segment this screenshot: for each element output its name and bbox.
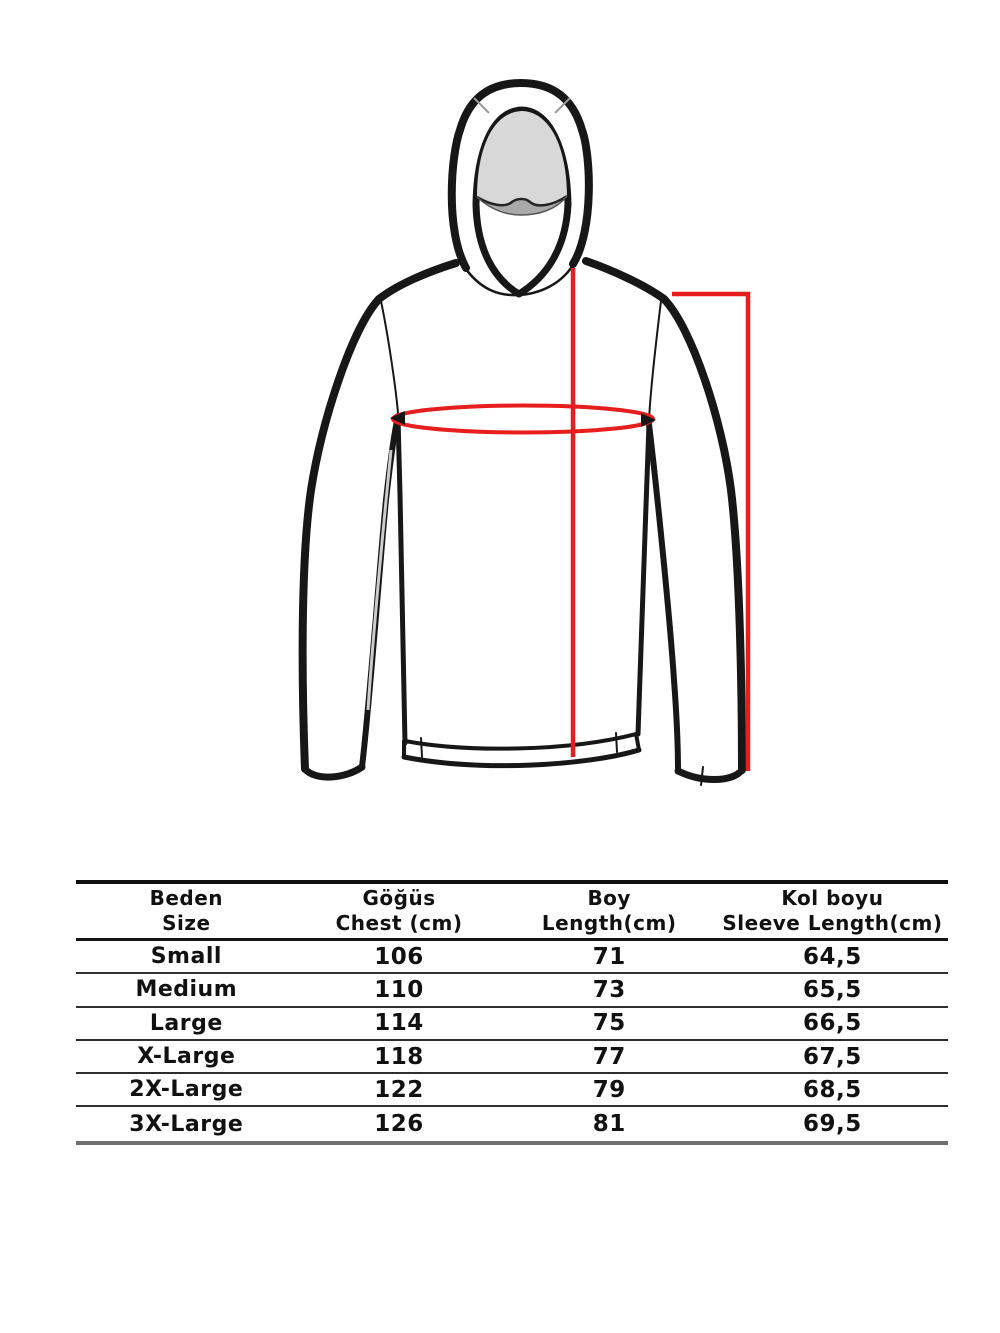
- hem-bottom-line: [404, 750, 639, 766]
- table-row: [76, 941, 948, 974]
- size-table: [76, 880, 948, 1145]
- left-body-sliver: [368, 450, 391, 710]
- measure-arrowheads: [390, 411, 656, 427]
- body-left-seam: [398, 418, 405, 743]
- col-header-size-en: Size: [162, 911, 211, 935]
- chest-cell: 114: [374, 1010, 424, 1037]
- col-header-length-en: Length(cm): [541, 911, 677, 935]
- right-armhole-seam: [649, 301, 661, 421]
- table-row: [76, 974, 948, 1007]
- length-cell: 73: [592, 976, 626, 1003]
- right-sleeve-inner: [649, 424, 678, 770]
- table-row: [76, 1107, 948, 1140]
- sleeve-cell: 68,5: [803, 1076, 862, 1103]
- chest-cell: 110: [374, 976, 424, 1003]
- chest-measure-ellipse: [393, 406, 653, 433]
- length-cell: 75: [592, 1010, 626, 1037]
- size-cell: Small: [150, 944, 222, 970]
- size-cell: 3X-Large: [129, 1111, 244, 1137]
- right-cuff-tick: [701, 767, 703, 785]
- size-cell: Large: [149, 1010, 223, 1036]
- chest-cell: 122: [374, 1076, 424, 1103]
- size-cell: X-Large: [137, 1044, 236, 1070]
- sleeve-cell: 66,5: [803, 1010, 862, 1037]
- table-header-row: [76, 884, 948, 941]
- hem-tick-right: [616, 733, 617, 752]
- length-cell: 77: [592, 1043, 626, 1070]
- length-cell: 71: [592, 943, 626, 970]
- col-header-chest-tr: Göğüs: [362, 886, 436, 910]
- left-sleeve-inner: [362, 416, 398, 767]
- sleeve-cell: 65,5: [803, 976, 862, 1003]
- size-cell: 2X-Large: [129, 1077, 244, 1103]
- left-cuff: [305, 767, 362, 777]
- chest-cell: 118: [374, 1043, 424, 1070]
- col-header-sleeve-en: Sleeve Length(cm): [722, 911, 943, 935]
- col-header-chest-en: Chest (cm): [335, 911, 463, 935]
- hem-top-line: [405, 734, 636, 749]
- chest-cell: 126: [374, 1111, 424, 1138]
- sleeve-cell: 67,5: [803, 1043, 862, 1070]
- size-cell: Medium: [135, 977, 238, 1003]
- body-right-seam: [638, 424, 649, 734]
- col-header-sleeve-tr: Kol boyu: [781, 886, 884, 910]
- col-header-length: [502, 886, 717, 936]
- chest-cell: 106: [374, 943, 424, 970]
- table-row: [76, 1074, 948, 1107]
- table-row: [76, 1041, 948, 1074]
- col-header-sleeve: [717, 886, 948, 936]
- col-header-size: [76, 886, 297, 936]
- left-shoulder-line: [379, 263, 456, 299]
- col-header-length-tr: Boy: [587, 886, 631, 910]
- sleeve-cell: 64,5: [803, 943, 862, 970]
- col-header-size-tr: Beden: [149, 886, 224, 910]
- left-armhole-seam: [381, 301, 398, 413]
- length-cell: 81: [592, 1111, 626, 1138]
- right-shoulder-line: [586, 261, 664, 299]
- length-cell: 79: [592, 1076, 626, 1103]
- sleeve-cell: 69,5: [803, 1111, 862, 1138]
- right-cuff: [678, 770, 742, 780]
- col-header-chest: [297, 886, 502, 936]
- hem-tick-left: [421, 738, 422, 757]
- table-row: [76, 1008, 948, 1041]
